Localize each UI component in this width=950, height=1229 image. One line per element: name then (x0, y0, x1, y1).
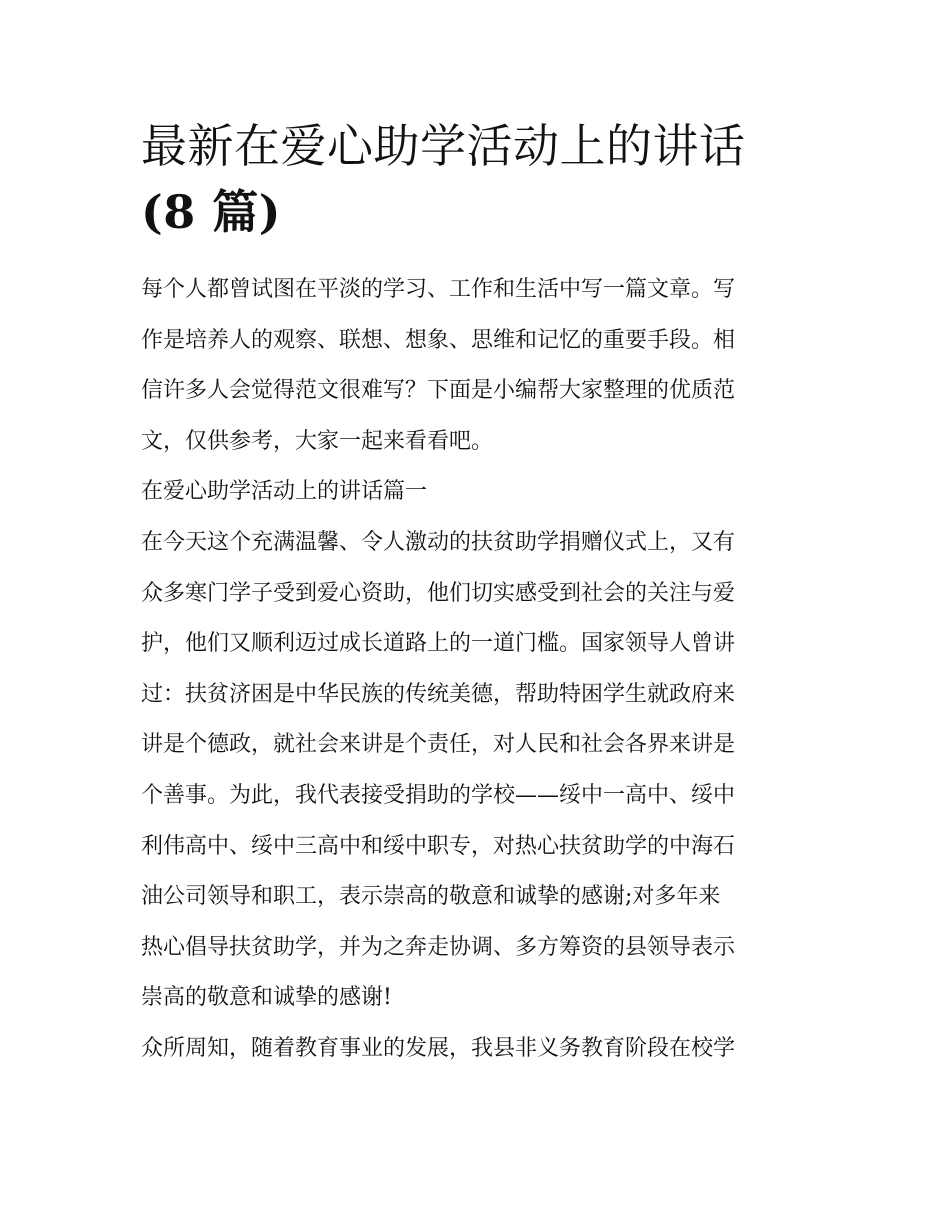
text-line: 每个人都曾试图在平淡的学习、工作和生活中写一篇文章。写 (141, 277, 736, 302)
text-line: 讲是个德政，就社会来讲是个责任，对人民和社会各界来讲是 (141, 732, 736, 758)
text-line: 众所周知，随着教育事业的发展，我县非义务教育阶段在校学 (141, 1035, 736, 1061)
title-line-1: 最新在爱心助学活动上的讲话 (141, 119, 746, 173)
text-line: 作是培养人的观察、联想、想象、思维和记忆的重要手段。相 (141, 327, 736, 353)
text-line: 过：扶贫济困是中华民族的传统美德，帮助特困学生就政府来 (141, 681, 736, 707)
document-title (141, 113, 813, 245)
text-line: 文，仅供参考，大家一起来看看吧。 (141, 428, 494, 454)
text-line: 个善事。为此，我代表接受捐助的学校——绥中一高中、绥中 (141, 782, 736, 808)
document-body (141, 265, 813, 1075)
title-line-2: (8 篇) (141, 185, 282, 239)
body-paragraph-2 (141, 1024, 813, 1075)
text-line: 信许多人会觉得范文很难写？下面是小编帮大家整理的优质范 (141, 378, 736, 404)
text-line: 在今天这个充满温馨、令人激动的扶贫助学捐赠仪式上，又有 (141, 529, 736, 555)
text-line: 崇高的敬意和诚挚的感谢! (141, 985, 392, 1011)
intro-paragraph (141, 265, 813, 467)
text-line: 热心倡导扶贫助学，并为之奔走协调、多方筹资的县领导表示 (141, 934, 736, 960)
text-line: 众多寒门学子受到爱心资助，他们切实感受到社会的关注与爱 (141, 580, 736, 606)
document-page (141, 113, 813, 1075)
text-line: 利伟高中、绥中三高中和绥中职专，对热心扶贫助学的中海石 (141, 833, 736, 859)
body-paragraph-1 (141, 518, 813, 1024)
text-line: 护，他们又顺利迈过成长道路上的一道门槛。国家领导人曾讲 (141, 631, 736, 657)
text-line: 油公司领导和职工，表示崇高的敬意和诚挚的感谢;对多年来 (141, 884, 721, 910)
section-heading: 在爱心助学活动上的讲话篇一 (141, 479, 428, 505)
